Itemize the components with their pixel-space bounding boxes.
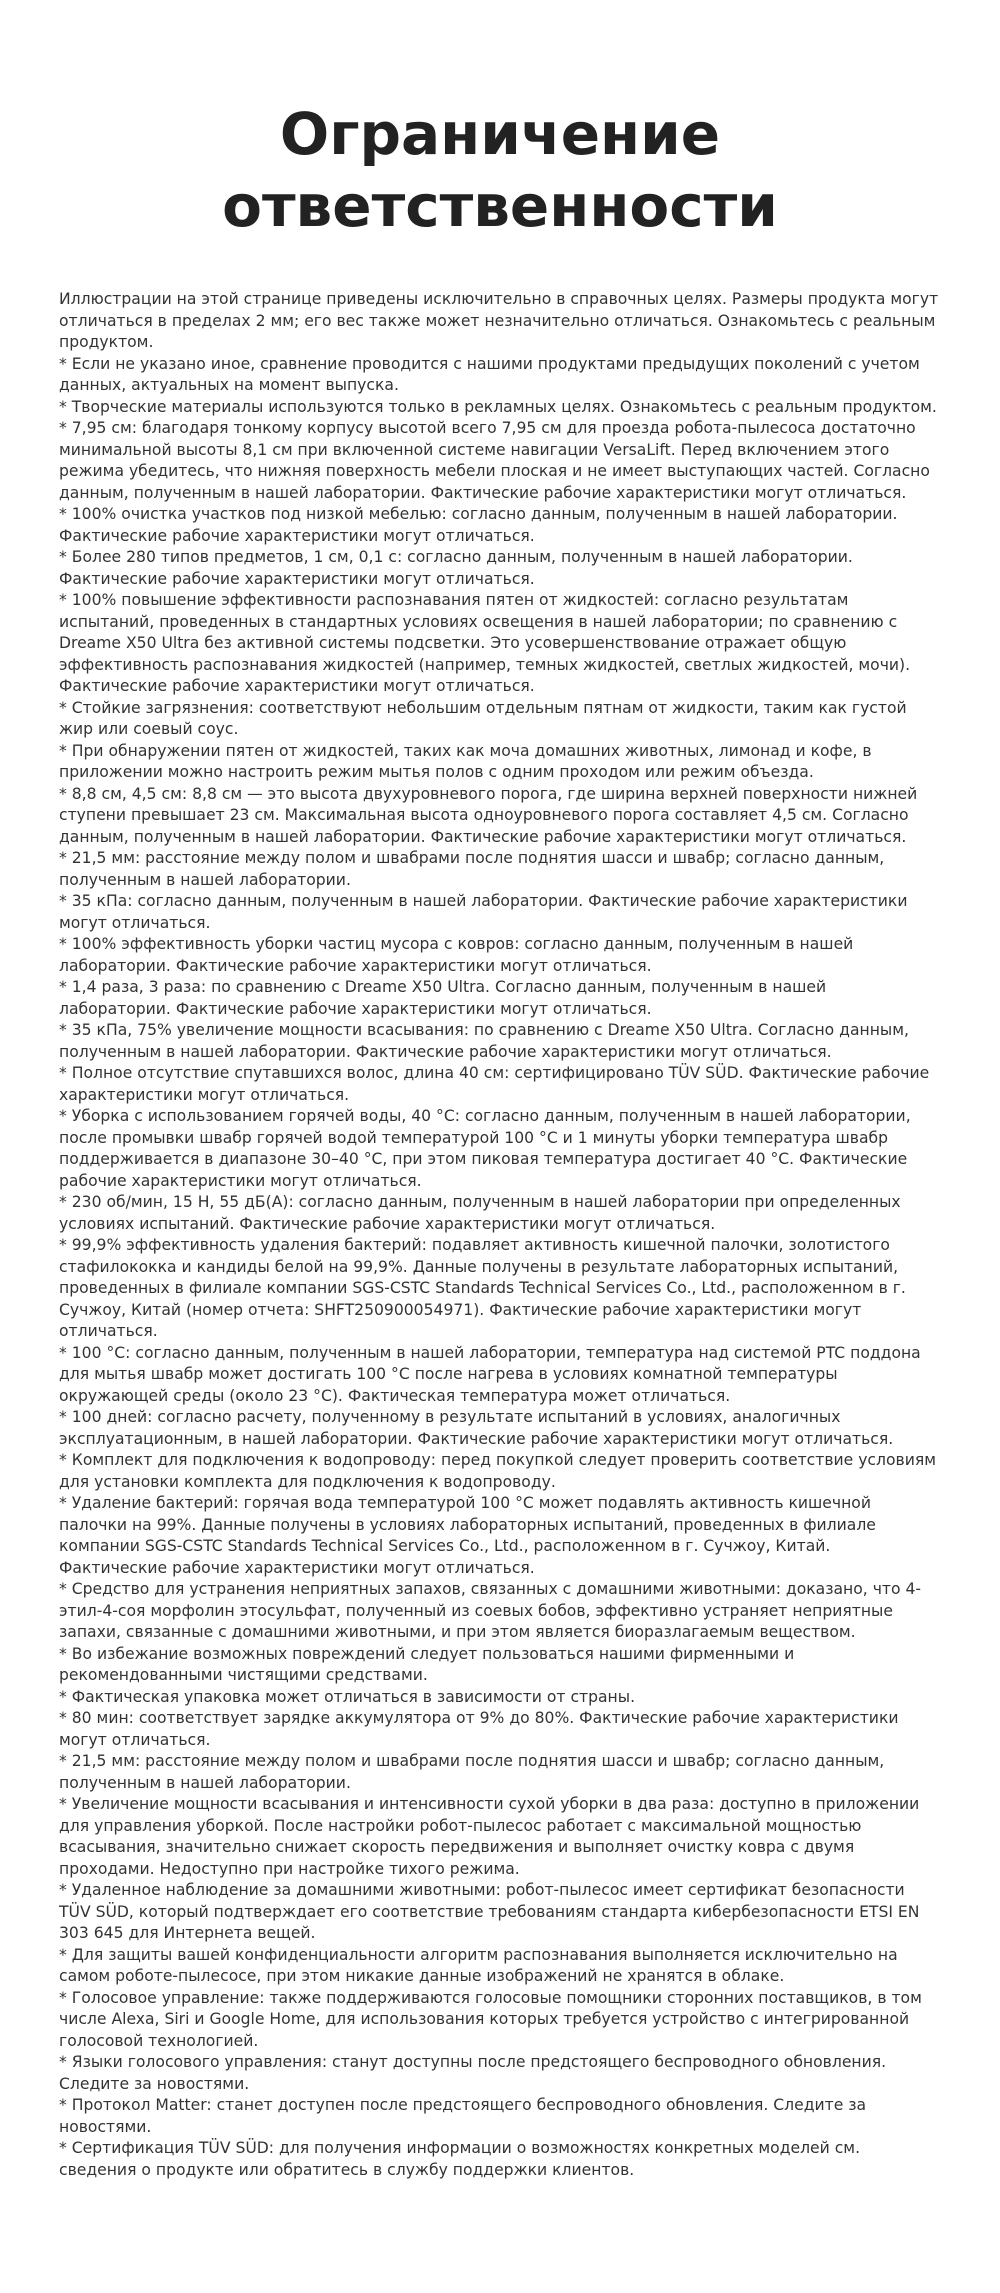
disclaimer-paragraph: * Языки голосового управления: станут доступны после предстоящего беспроводного обновления. Следите за новостями. [59,2053,887,2093]
disclaimer-text [59,289,939,2181]
disclaimer-paragraph: * Голосовое управление: также поддерживаются голосовые помощники сторонних поставщиков, в том числе Alexa, Siri и Google Home, для использования которых требуется устройство с интегрированной голосовой технологией. [59,1988,922,2050]
disclaimer-paragraph: * 1,4 раза, 3 раза: по сравнению с Dreame X50 Ultra. Согласно данным, полученным в нашей лаборатории. Фактические рабочие характеристики могут отличаться. [59,978,827,1018]
disclaimer-paragraph: * Удаленное наблюдение за домашними животными: робот-пылесос имеет сертификат безопасности TÜV SÜD, который подтверждает его соответствие требованиям стандарта кибербезопасности ETSI EN 303 645 для Интернета вещей. [59,1881,920,1942]
disclaimer-paragraph: * 35 кПа: согласно данным, полученным в нашей лаборатории. Фактические рабочие характеристики могут отличаться. [59,892,908,932]
page-title-line-1: Ограничение [279,100,721,168]
disclaimer-paragraph: * Сертификация TÜV SÜD: для получения информации о возможностях конкретных моделей см. сведения о продукте или обратитесь в службу поддержки клиентов. [59,2139,861,2179]
disclaimer-paragraph: * Протокол Matter: станет доступен после предстоящего беспроводного обновления. Следите за новостями. [59,2096,867,2136]
disclaimer-paragraph: * 100% эффективность уборки частиц мусора с ковров: согласно данным, полученным в нашей лаборатории. Фактические рабочие характеристики могут отличаться. [59,935,854,975]
disclaimer-paragraph: * Уборка с использованием горячей воды, 40 °C: согласно данным, полученным в нашей лаборатории, после промывки швабр горячей водой температурой 100 °C и 1 минуты уборки температура швабр поддерживается в диапазоне 30–40 °C, при этом пиковая температура достигает 40 °C. Фактические рабочие характеристики могут отличаться. [59,1107,911,1190]
disclaimer-paragraph: * Для защиты вашей конфиденциальности алгоритм распознавания выполняется исключительно на самом роботе-пылесосе, при этом никакие данные изображений не хранятся в облаке. [59,1945,898,1985]
disclaimer-paragraph: * 7,95 см: благодаря тонкому корпусу высотой всего 7,95 см для проезда робота-пылесоса достаточно минимальной высоты 8,1 см при включенной системе навигации VersaLift. Перед включением этого режима убедитесь, что нижняя поверхность мебели плоская и не имеет выступающих частей. Согласно данным, полученным в нашей лаборатории. Фактические рабочие характеристики могут отличаться. [59,419,930,502]
disclaimer-paragraph: * 21,5 мм: расстояние между полом и швабрами после поднятия шасси и швабр; согласно данным, полученным в нашей лаборатории. [59,849,885,889]
disclaimer-paragraph: * 100 дней: согласно расчету, полученному в результате испытаний в условиях, аналогичных эксплуатационным, в нашей лаборатории. Фактические рабочие характеристики могут отличаться. [59,1408,894,1448]
disclaimer-paragraph: * 35 кПа, 75% увеличение мощности всасывания: по сравнению с Dreame X50 Ultra. Согласно данным, полученным в нашей лаборатории. Фактические рабочие характеристики могут отличаться. [59,1021,909,1061]
disclaimer-paragraph: * 99,9% эффективность удаления бактерий: подавляет активность кишечной палочки, золотистого стафилококка и кандиды белой на 99,9%. Данные получены в результате лабораторных испытаний, проведенных в филиале компании SGS-CSTC Standards Technical Services Co., Ltd., расположенном в г. Сучжоу, Китай (номер отчета: SHFT250900054971). Фактические рабочие характеристики могут отличаться. [59,1236,906,1340]
disclaimer-paragraph: * Стойкие загрязнения: соответствуют небольшим отдельным пятнам от жидкости, таким как густой жир или соевый соус. [59,698,907,738]
disclaimer-paragraph: * При обнаружении пятен от жидкостей, таких как моча домашних животных, лимонад и кофе, в приложении можно настроить режим мытья полов с одним проходом или режим объезда. [59,741,872,781]
disclaimer-paragraph: * Творческие материалы используются только в рекламных целях. Ознакомьтесь с реальным продуктом. [59,397,937,416]
disclaimer-paragraph: * Увеличение мощности всасывания и интенсивности сухой уборки в два раза: доступно в приложении для управления уборкой. После настройки робот-пылесос работает с максимальной мощностью всасывания, значительно снижает скорость передвижения и выполняет очистку ковра с двумя проходами. Недоступно при настройке тихого режима. [59,1795,920,1878]
disclaimer-paragraph: * 230 об/мин, 15 Н, 55 дБ(A): согласно данным, полученным в нашей лаборатории при определенных условиях испытаний. Фактические рабочие характеристики могут отличаться. [59,1193,901,1233]
disclaimer-paragraph: * Более 280 типов предметов, 1 см, 0,1 с: согласно данным, полученным в нашей лаборатории. Фактические рабочие характеристики могут отличаться. [59,548,853,588]
disclaimer-paragraph: * Удаление бактерий: горячая вода температурой 100 °C может подавлять активность кишечной палочки на 99%. Данные получены в условиях лабораторных испытаний, проведенных в филиале компании SGS-CSTC Standards Technical Services Co., Ltd., расположенном в г. Сучжоу, Китай. Фактические рабочие характеристики могут отличаться. [59,1494,876,1577]
disclaimer-paragraph: * Комплект для подключения к водопроводу: перед покупкой следует проверить соответствие условиям для установки комплекта для подключения к водопроводу. [59,1451,936,1491]
disclaimer-paragraph: * Если не указано иное, сравнение проводится с нашими продуктами предыдущих поколений с учетом данных, актуальных на момент выпуска. [59,354,920,394]
page-title-line-2: ответственности [222,172,778,240]
disclaimer-paragraph: * Средство для устранения неприятных запахов, связанных с домашними животными: доказано, что 4-этил-4-соя морфолин этосульфат, полученный из соевых бобов, эффективно устраняет неприятные запахи, связанные с домашними животными, и при этом является биоразлагаемым веществом. [59,1580,922,1641]
page-title [0,98,1000,242]
disclaimer-paragraph: * 100% очистка участков под низкой мебелью: согласно данным, полученным в нашей лаборатории. Фактические рабочие характеристики могут отличаться. [59,505,898,545]
disclaimer-paragraph: * 8,8 см, 4,5 см: 8,8 см — это высота двухуровневого порога, где ширина верхней поверхности нижней ступени превышает 23 см. Максимальная высота одноуровневого порога составляет 4,5 см. Согласно данным, полученным в нашей лаборатории. Фактические рабочие характеристики могут отличаться. [59,784,918,846]
disclaimer-paragraph: * Во избежание возможных повреждений следует пользоваться нашими фирменными и рекомендованными чистящими средствами. [59,1644,795,1684]
disclaimer-paragraph: * Полное отсутствие спутавшихся волос, длина 40 см: сертифицировано TÜV SÜD. Фактические рабочие характеристики могут отличаться. [59,1064,930,1104]
disclaimer-paragraph: * Фактическая упаковка может отличаться в зависимости от страны. [59,1687,636,1706]
disclaimer-paragraph: * 21,5 мм: расстояние между полом и швабрами после поднятия шасси и швабр; согласно данным, полученным в нашей лаборатории. [59,1752,885,1792]
disclaimer-paragraph: Иллюстрации на этой странице приведены исключительно в справочных целях. Размеры продукта могут отличаться в пределах 2 мм; его вес также может незначительно отличаться. Ознакомьтесь с реальным продуктом. [59,290,939,351]
disclaimer-paragraph: * 80 мин: соответствует зарядке аккумулятора от 9% до 80%. Фактические рабочие характеристики могут отличаться. [59,1709,899,1749]
disclaimer-paragraph: * 100% повышение эффективности распознавания пятен от жидкостей: согласно результатам испытаний, проведенных в стандартных условиях освещения в нашей лаборатории; по сравнению с Dreame X50 Ultra без активной системы подсветки. Это усовершенствование отражает общую эффективность распознавания жидкостей (например, темных жидкостей, светлых жидкостей, мочи). Фактические рабочие характеристики могут отличаться. [59,591,911,695]
disclaimer-paragraph: * 100 °C: согласно данным, полученным в нашей лаборатории, температура над системой PTC поддона для мытья швабр может достигать 100 °C после нагрева в условиях комнатной температуры окружающей среды (около 23 °C). Фактическая температура может отличаться. [59,1343,921,1405]
